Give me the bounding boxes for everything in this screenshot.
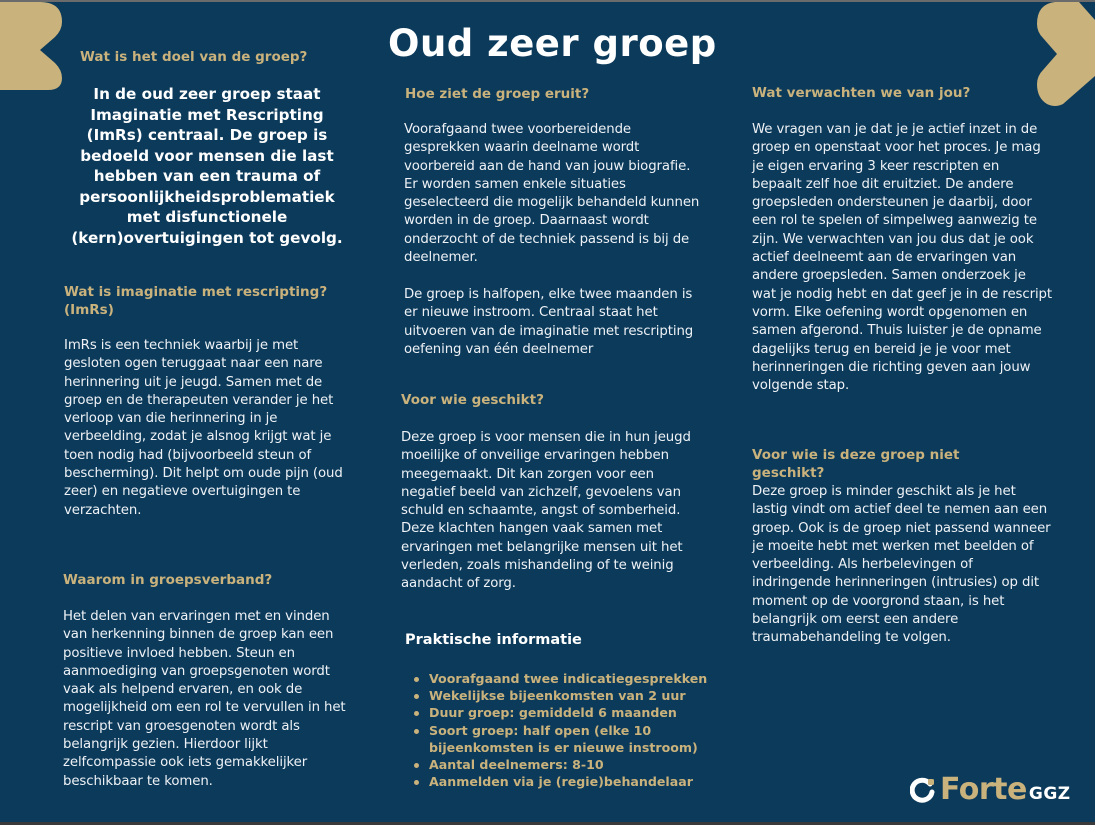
geschikt-text: Deze groep is voor mensen die in hun jeugd moeilijke of onveilige ervaringen hebben meegemaakt. Dit kan zorgen voor een negatief beeld van zichzelf, gevoelens van schuld en schaamte, angst of somberheid. Deze klachten hangen vaak samen met ervaringen met belangrijke mensen uit het verleden, zoals mishandeling of te weinig aandacht of zorg. [401, 430, 691, 592]
niet-geschikt-heading: Voor wie is deze groep niet geschikt? [752, 447, 960, 481]
praktische-info-heading: Praktische informatie [405, 632, 582, 648]
verwachten-text: We vragen van je dat je je actief inzet in de groep en openstaat voor het proces. Je mag je eigen ervaring 3 keer rescripten en bepaalt zelf hoe dit eruitziet. De andere groepsleden ondersteunen je daarbij, door een rol te spelen of simpelweg aanwezig te zijn. We verwachten van jou dus dat je ook actief deelneemt aan de ervaringen van andere groepsleden. Samen onderzoek je wat je nodig hebt en dat geef je in de rescript vorm. Elke oefening wordt opgenomen en samen afgerond. Thuis luister je de opname dagelijks terug en bereid je je voor met herinneringen die richting geven aan jouw volgende stap. [752, 122, 1052, 394]
forte-logo-mark-icon [910, 777, 936, 803]
heart-shape-left-icon [0, 2, 62, 90]
page-title: Oud zeer groep [388, 22, 717, 65]
doel-heading: Wat is het doel van de groep? [80, 49, 308, 65]
eruit-heading: Hoe ziet de groep eruit? [405, 86, 590, 102]
praktische-info-list [412, 670, 732, 790]
imrs-heading: Wat is imaginatie met rescripting? (ImRs) [64, 284, 328, 318]
list-item: Soort groep: half open (elke 10 bijeenkomsten is er nieuwe instroom) [412, 722, 732, 756]
logo-name: Forte [940, 772, 1027, 807]
groepsverband-heading: Waarom in groepsverband? [63, 572, 273, 588]
groepsverband-text: Het delen van ervaringen met en vinden van herkenning binnen de groep kan een positieve invloed hebben. Steun en aanmoediging van groepsgenoten wordt vaak als helpend ervaren, en ook de mogelijkheid om een rol te vervullen in het rescript van groesgenoten wordt als belangrijk gezien. Hierdoor lijkt zelfcompassie ook iets gemakkelijker beschikbaar te komen. [63, 609, 346, 789]
imrs-text: ImRs is een techniek waarbij je met gesloten ogen teruggaat naar een nare herinnering uit je jeugd. Samen met de groep en de therapeuten verander je het verloop van die herinnering in je verbeelding, zodat je alsnog krijgt wat je toen nodig had (bijvoorbeeld steun of bescherming). Dit helpt om oude pijn (oud zeer) en negatieve overtuigingen te verzachten. [64, 338, 343, 518]
forte-ggz-logo [910, 773, 1071, 807]
logo-suffix: GGZ [1028, 784, 1071, 804]
doel-text: In de oud zeer groep staat Imaginatie met Rescripting (ImRs) centraal. De groep is bedoeld voor mensen die last hebben van een trauma of persoonlijkheidsproblematiek met disfunctionele (kern)overtuigingen tot gevolg. [71, 85, 343, 247]
list-item: Voorafgaand twee indicatiegesprekken [412, 670, 732, 687]
heart-shape-right-icon [1035, 2, 1095, 106]
verwachten-heading: Wat verwachten we van jou? [752, 85, 971, 101]
list-item: Wekelijkse bijeenkomsten van 2 uur [412, 687, 732, 704]
list-item: Duur groep: gemiddeld 6 maanden [412, 704, 732, 721]
niet-geschikt-text: Deze groep is minder geschikt als je het lastig vindt om actief deel te nemen aan een groep. Ook is de groep niet passend wanneer je moeite hebt met werken met beelden of verbeelding. Als herbelevingen of indringende herinneringen (intrusies) op dit moment op de voorgrond staan, is het belangrijk om eerst een andere traumabehandeling te volgen. [752, 484, 1051, 646]
top-border [0, 0, 1095, 2]
list-item: Aanmelden via je (regie)behandelaar [412, 773, 732, 790]
geschikt-heading: Voor wie geschikt? [401, 392, 544, 408]
list-item: Aantal deelnemers: 8-10 [412, 756, 732, 773]
eruit-text-2: De groep is halfopen, elke twee maanden is er nieuwe instroom. Centraal staat het uitvoeren van de imaginatie met rescripting oefening van één deelnemer [404, 287, 694, 357]
eruit-text: Voorafgaand twee voorbereidende gesprekken waarin deelname wordt voorbereid aan de hand van jouw biografie. Er worden samen enkele situaties geselecteerd die mogelijk behandeld kunnen worden in de groep. Daarnaast wordt onderzocht of de techniek passend is bij de deelnemer. [404, 122, 700, 266]
